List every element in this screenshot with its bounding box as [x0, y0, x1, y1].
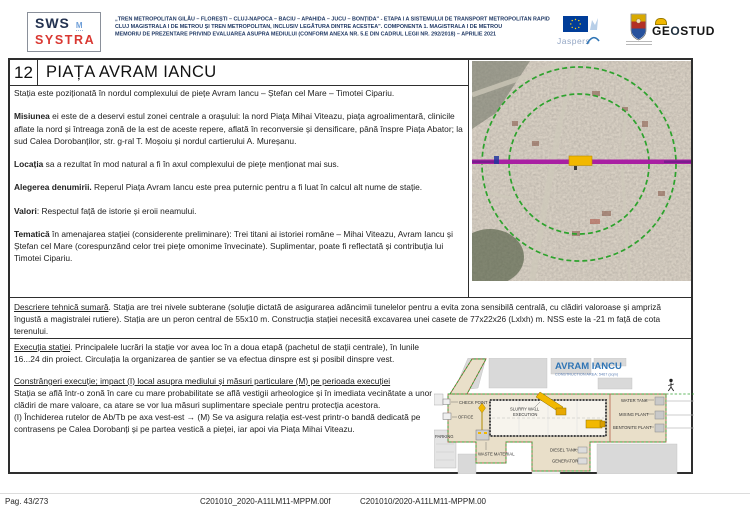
constrangeri-heading: Constrângeri execuție; impact (I) local asupra mediului și măsuri particulare (M) pe perioada execuției: [14, 375, 391, 386]
metro-line-east: [664, 161, 691, 164]
label-mixing-plant: MIXING PLANT: [619, 411, 649, 417]
doc-code-2: C201010/2020-A11LM11-MPPM.00: [360, 497, 486, 506]
station-number: 12: [10, 60, 38, 85]
label-generator: GENERATOR: [552, 458, 579, 464]
header-title-line3: MEMORIU DE PREZENTARE PRIVIND EVALUAREA ASUPRA MEDIULUI (CONFORM ANEXA NR. 5.E DIN CADRUL LEGII NR. 292/2018) – APRILIE 2021: [115, 30, 496, 37]
geostud-logo-text: [652, 24, 715, 38]
sws-systra-logo: [27, 12, 101, 52]
lead-misiunea: Misiunea: [14, 111, 50, 122]
geostud-globe-icon: O: [670, 24, 681, 38]
lead-tematica: Tematică: [14, 228, 50, 239]
document-header-title: [115, 15, 586, 38]
label-slurry-wall-1: SLURRY WALL: [510, 406, 540, 412]
label-office: OFFICE: [458, 414, 474, 420]
station-access-mark: [574, 166, 577, 170]
diesel-tank-icon: [578, 447, 587, 453]
lead-executie: Execuția stației: [14, 342, 71, 352]
paragraph-executie: [14, 342, 438, 366]
station-sheet: [8, 58, 693, 474]
jaspers-logo-text: Jaspers: [557, 36, 591, 46]
plant-area: [655, 394, 694, 432]
label-slurry-wall-2: EXECUTION: [513, 412, 538, 417]
lead-descriere: Descriere tehnică sumară: [14, 302, 109, 312]
label-diesel-tank: DIESEL TANK: [550, 447, 577, 453]
jaspers-swoosh-icon: [586, 34, 600, 52]
station-footprint: [569, 156, 592, 166]
plan-title: AVRAM IANCU: [555, 361, 622, 372]
doc-code-1: C201010_2020-A11LM11-MPPM.00f: [200, 497, 331, 506]
section-divider-1: [10, 297, 691, 298]
checkpoint-booth-icon: [443, 399, 450, 405]
header-title-line2: CLUJ MAGISTRALA I DE METROU ȘI TREN METROPOLITAN, INCLUSIV LEGĂTURA DINTRE ACESTEA". COMPONENTA 1. MAGISTRALA I DE METROU: [115, 22, 503, 30]
text-misiunea: ei este de a deservi estul zonei centrale a orașului: la nord Piața Mihai Viteazu, piața agroalimentară, clinicile aflate la nord și întreaga zonă de la est de aceste repere, aflată în reconversie și densificare, până înspre Piața Abator; la sud Calea Dorobanților, str. g-ral T. Moșoiu și nordul cartierului A. Mureșanu.: [14, 111, 463, 146]
text-valori: : Respectul față de istorie și eroii neamului.: [36, 205, 197, 216]
lead-alegerea: Alegerea denumirii.: [14, 182, 92, 193]
geostud-ge: GE: [652, 24, 671, 38]
intro-paragraph: Stația este poziționată în nordul complexului de piețe Avram Iancu – Ștefan cel Mare – Timotei Cipariu.: [14, 88, 395, 98]
systra-logo-text: SYSTRA: [35, 33, 96, 47]
constrangeri-line2: (I) Închiderea rutelor de Ab/Tb pe axa vest-est → (M) Se va asigura relația est-vest printr-o bandă dedicată pe contrasens pe Calea Dorobanți și pe partea vestică a pieței, iar apoi via Piața Mihai Viteazu.: [14, 411, 421, 434]
text-alegerea: Reperul Piața Avram Iancu este prea puternic pentru a fi luat în calcul alt nume de stație.: [91, 182, 423, 193]
metro-m-icon: M: [75, 21, 83, 30]
header-title-line1: „TREN METROPOLITAN GILĂU – FLOREȘTI – CLUJ-NAPOCA – BACIU – APAHIDA – JUCU – BONȚIDA" - ETAPA I A SISTEMULUI DE TRANSPORT METROPOLITAN RAPID: [115, 15, 550, 22]
column-divider: [468, 60, 469, 297]
lead-valori: Valori: [14, 205, 37, 216]
pedestrian-icon: [668, 379, 674, 391]
execution-section: [14, 342, 438, 435]
truck-icon: [586, 420, 602, 428]
page-number: Pag. 43/273: [5, 497, 49, 506]
generator-icon: [578, 458, 587, 464]
constrangeri-block: [14, 376, 438, 436]
text-descriere: . Stația are trei nivele subterane (soluție dictată de asigurarea adâncimii tunelelor pentru a evita zona sensibilă centrală, cu clădiri valoroase și ampriză îngustă a magistralei rutiere). Stația are un peron central de 55x10 m. Construcția stației necesită excavarea unei casete de 77x22x26 (Lxlxh) m. NSS este la -21 m față de cota terenului.: [14, 302, 662, 337]
section-divider-2: [10, 338, 691, 339]
landmark-marker: [494, 156, 499, 164]
label-parking: PARKING: [435, 434, 454, 439]
footer-separator: [0, 493, 750, 494]
paragraph-tematica: [14, 228, 464, 265]
text-executie: . Principalele lucrări la stație vor avea loc în a doua etapă (pachetul de stații centrale), în lunile 16...24 din proiect. Circulația la organizarea de șantier se va efectua dinspre est și posibil dinspre vest.: [14, 342, 420, 364]
station-name: PIAȚA AVRAM IANCU: [46, 63, 217, 81]
technical-description: [14, 301, 688, 337]
waste-container-icon: [476, 430, 489, 440]
geostud-stud: STUD: [680, 24, 715, 38]
label-check-point: CHECK POINT: [459, 399, 488, 405]
station-description-text: [14, 87, 464, 276]
text-locatia: sa a rezultat în mod natural a fi în axul complexului de piețe menționat mai sus.: [43, 159, 339, 170]
text-tematica: în amenajarea stației (considerente preliminare): Trei titani ai istoriei române – Mihai Viteazu, Avram Iancu și Ștefan cel Mare (corespunzând celor trei piețe omonime învecinate). Suplimentar, poate fi reflectată și contribuția lui Timotei Cipariu.: [14, 228, 453, 264]
paragraph-valori: [14, 205, 464, 217]
construction-site-plan: [434, 358, 695, 474]
station-excavation-box: [490, 400, 606, 436]
plan-subtitle: CONSTRUCTION AREA: 5467 (sqm): [555, 372, 619, 377]
paragraph-alegerea: [14, 181, 464, 193]
label-bentonite-plant: BENTONITE PLANT: [613, 424, 652, 430]
label-waste-material: WASTE MATERIAL: [478, 451, 515, 457]
coat-of-arms-caption: [626, 41, 652, 46]
constrangeri-line1: Stația se află într-o zonă în care cu mare probabilitate se află vestigii arheologice și în imediata vecinătate a unor clădiri de mare valoare, ca atare se vor lua măsuri suplimentare speciale pentru protecția acestora.: [14, 387, 433, 410]
paragraph-locatia: [14, 158, 464, 170]
label-water-tank: WATER TANK: [621, 397, 648, 403]
sws-logo-text: SWS: [35, 15, 70, 31]
office-booth-icon: [443, 413, 451, 420]
satellite-map: [472, 61, 691, 281]
lead-locatia: Locația: [14, 159, 44, 170]
paragraph-misiunea: [14, 110, 464, 147]
